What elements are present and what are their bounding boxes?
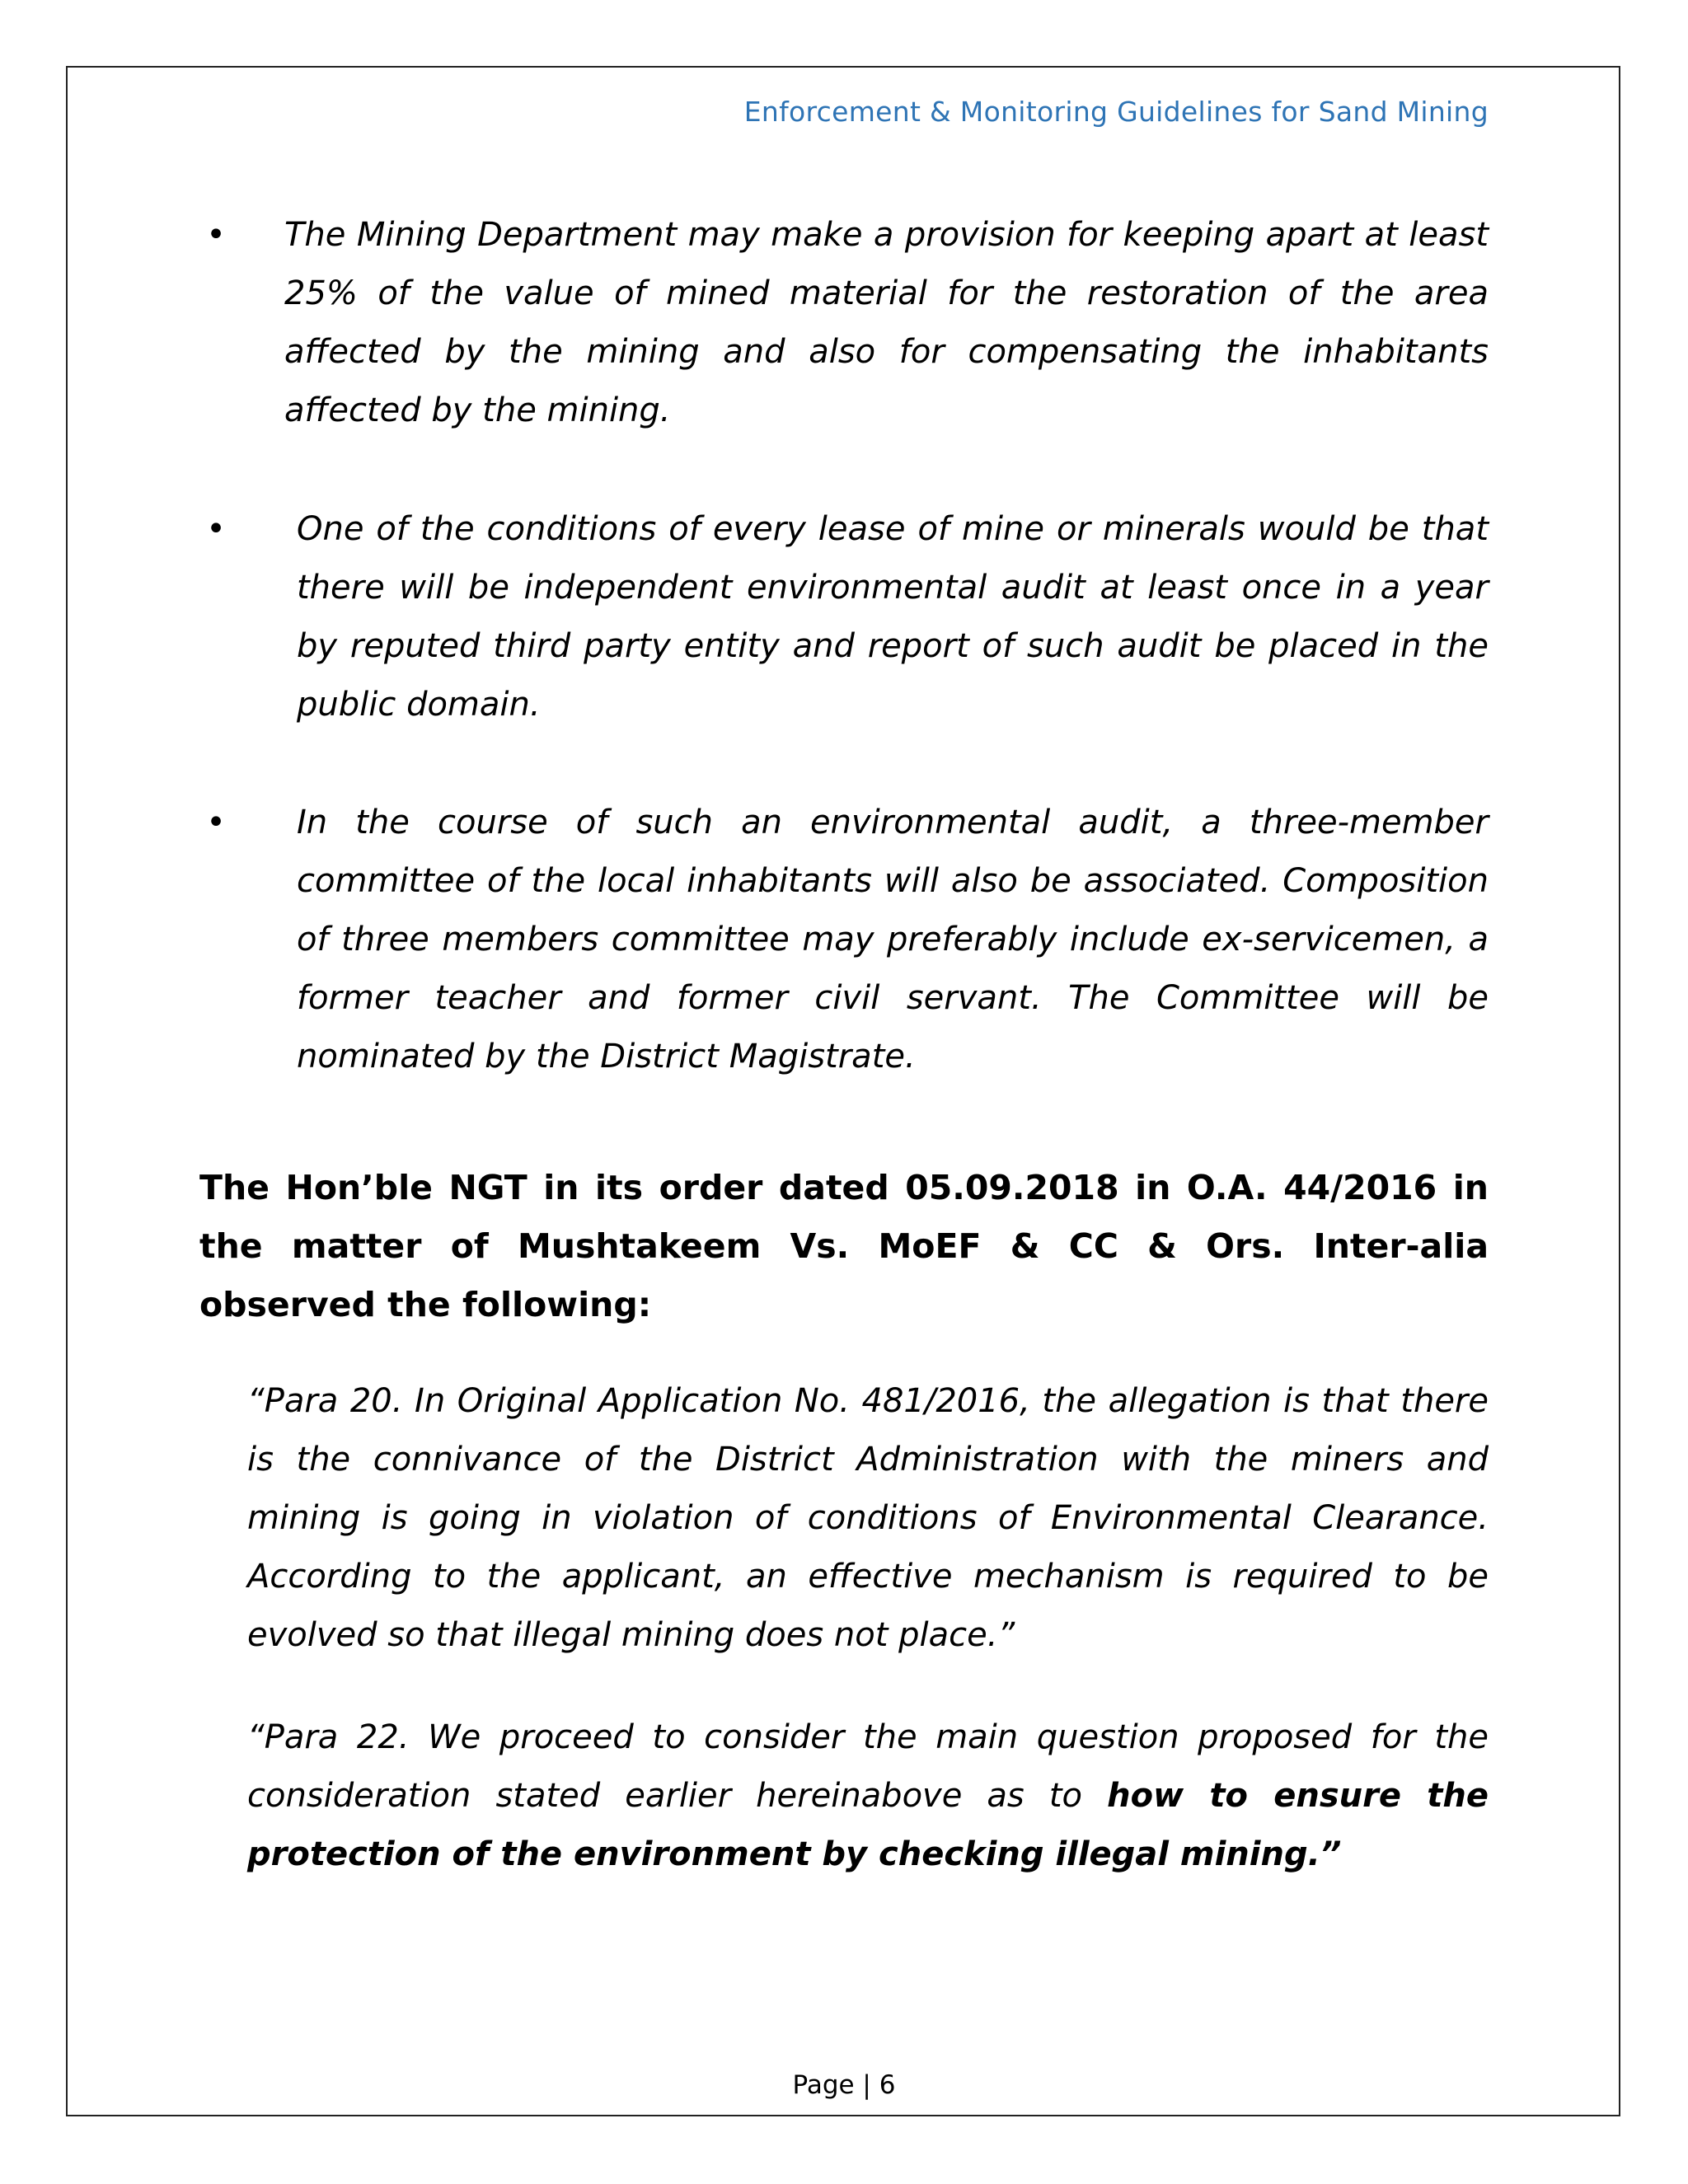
bullet-dot-icon: • xyxy=(206,804,226,841)
ngt-order-intro: The Hon’ble NGT in its order dated 05.09.2018 in O.A. 44/2016 in the matter of Mushtakeem Vs. MoEF & CC & Ors. Inter-alia observed the following: xyxy=(199,1168,1489,1324)
quote-para-20: “Para 20. In Original Application No. 481/2016, the allegation is that there is the connivance of the District Administration with the miners and mining is going in violation of conditions of Environmental Clearance. According to the applicant, an effective mechanism is required to be evolved so that illegal mining does not place.” xyxy=(247,1382,1489,1654)
quote-para-22-emphasis: how to ensure the protection of the environment by checking illegal mining.” xyxy=(247,1777,1489,1873)
bullet-dot-icon: • xyxy=(206,510,226,548)
bullet-item-revenue-reserve xyxy=(206,206,1489,440)
bullet-text: The Mining Department may make a provision for keeping apart at least 25% of the value of mined material for the restoration of the area affected by the mining and also for compensating the inhabitants affected by the mining. xyxy=(284,216,1489,429)
bullet-text: One of the conditions of every lease of mine or minerals would be that there will be independent environmental audit at least once in a year by reputed third party entity and report of such audit be placed in the public domain. xyxy=(297,510,1489,724)
quote-para-22-text: “Para 22. We proceed to consider the main question proposed for the consideration stated earlier hereinabove as to xyxy=(247,1718,1489,1815)
bullet-item-audit-committee xyxy=(206,794,1489,1086)
page-number: Page | 6 xyxy=(792,2070,896,2100)
bullet-text: In the course of such an environmental audit, a three-member committee of the local inhabitants will also be associated. Composition of three members committee may preferably include ex-servicemen, a former teacher and former civil servant. The Committee will be nominated by the District Magistrate. xyxy=(297,804,1489,1076)
bullet-item-environmental-audit xyxy=(206,500,1489,734)
bullet-dot-icon: • xyxy=(206,216,226,254)
quote-para-22 xyxy=(247,1708,1489,1884)
running-header: Enforcement & Monitoring Guidelines for Sand Mining xyxy=(743,96,1489,128)
